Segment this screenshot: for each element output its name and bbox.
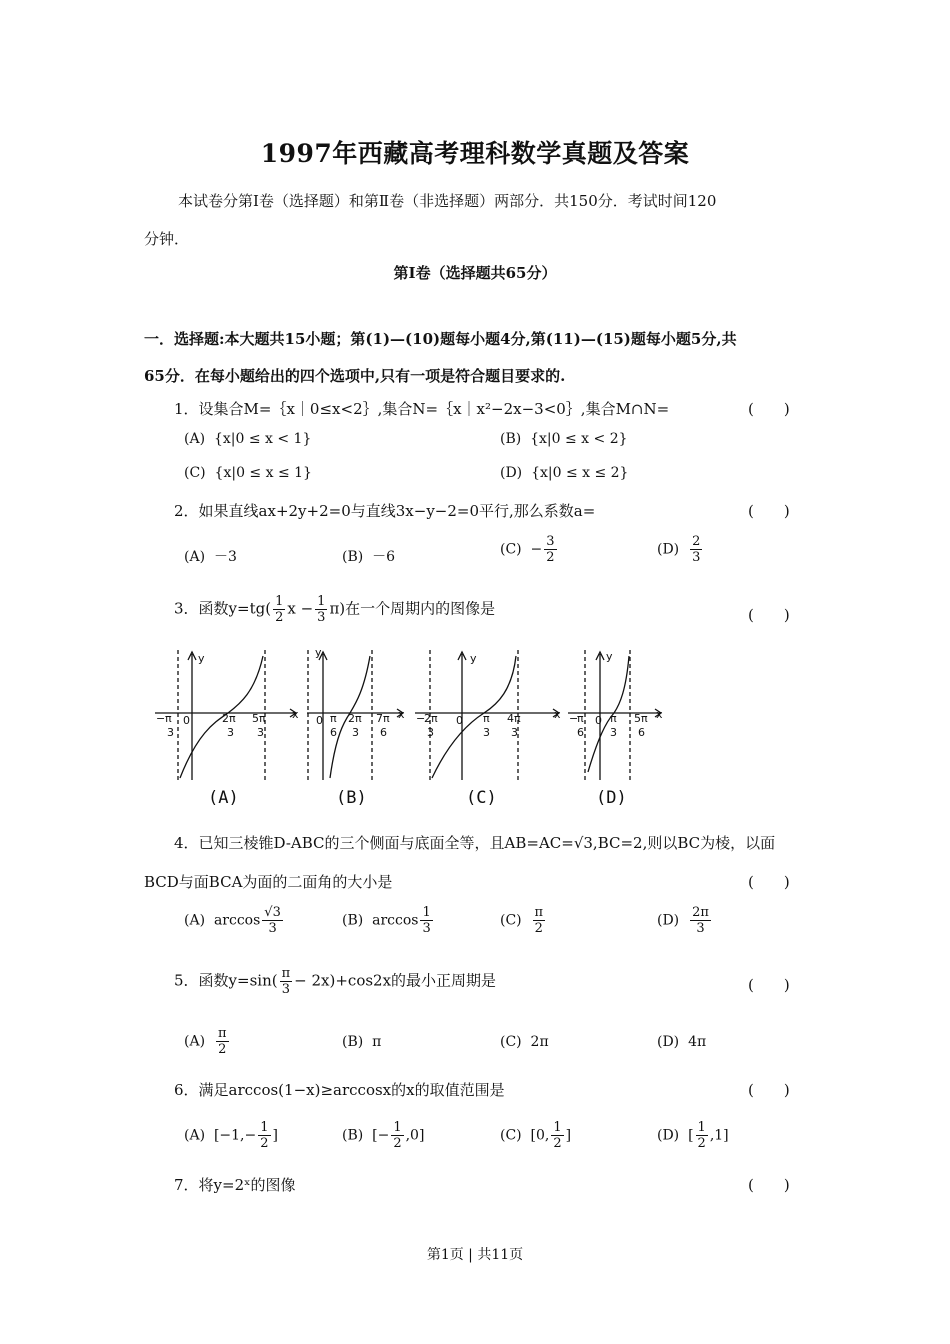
q4-option-b-fn: arccos: [372, 912, 419, 929]
instructions-line-2: 65分．在每小题给出的四个选项中,只有一项是符合题目要求的.: [144, 367, 566, 385]
question-4-answer-blank: ( ): [748, 873, 790, 891]
svg-text:−: −: [569, 712, 579, 725]
svg-text:π: π: [610, 712, 617, 725]
svg-text:2π: 2π: [424, 712, 438, 725]
q2-option-a: －3: [213, 549, 237, 565]
graph-c-caption: (C): [466, 788, 497, 808]
intro-line-2: 分钟．: [144, 230, 190, 248]
svg-text:π: π: [165, 712, 172, 725]
svg-text:x: x: [554, 708, 561, 721]
question-5-answer-blank: ( ): [748, 976, 790, 994]
svg-text:0: 0: [595, 714, 602, 727]
q6-option-a-fraction: $\frac{1}{2}$: [260, 1120, 269, 1151]
q4-option-a-fraction: $\frac{√3}{3}$: [264, 905, 281, 936]
q1-option-c: {x|0 ≤ x ≤ 1}: [214, 465, 312, 481]
svg-text:y: y: [470, 652, 477, 665]
svg-text:y: y: [198, 652, 205, 665]
svg-text:5π: 5π: [634, 712, 648, 725]
graph-b-caption: (B): [336, 788, 367, 808]
question-1-stem: 1．设集合M=｛x｜0≤x<2｝,集合N=｛x｜x²−2x−3<0｝,集合M∩N=: [174, 400, 670, 418]
section-title: 第Ⅰ卷（选择题共65分）: [393, 264, 557, 282]
page-title: 1997年西藏高考理科数学真题及答案: [260, 139, 690, 168]
svg-text:x: x: [292, 708, 299, 721]
question-5-stem: 5．函数y=sin( $\frac{\pi}{3}$ − 2x)+cos2x的最小正周期是: [174, 966, 497, 997]
svg-text:3: 3: [427, 726, 434, 739]
question-3-answer-blank: ( ): [748, 606, 790, 624]
svg-text:3: 3: [610, 726, 617, 739]
svg-text:x: x: [656, 708, 663, 721]
svg-text:−: −: [156, 712, 166, 725]
q2-option-a-label: (A): [184, 549, 206, 565]
q5-option-d-label: (D): [657, 1034, 680, 1050]
q1-option-d: {x|0 ≤ x ≤ 2}: [531, 465, 629, 481]
svg-text:y: y: [606, 650, 613, 663]
svg-text:6: 6: [330, 726, 337, 739]
svg-text:6: 6: [577, 726, 584, 739]
q6-option-d-fraction: $\frac{1}{2}$: [697, 1120, 706, 1151]
svg-text:2π: 2π: [348, 712, 362, 725]
svg-text:3: 3: [257, 726, 264, 739]
svg-text:x: x: [398, 708, 405, 721]
q2-option-b: －6: [372, 549, 396, 565]
page-footer: 第1页 | 共11页: [426, 1247, 524, 1263]
q2-option-c-fraction: $\frac{3}{2}$: [546, 534, 555, 565]
q1-option-b-label: (B): [500, 431, 522, 447]
svg-text:π: π: [577, 712, 584, 725]
question-7-answer-blank: ( ): [748, 1176, 790, 1194]
q4-option-d-fraction: $\frac{2\pi}{3}$: [692, 905, 709, 936]
question-6-stem: 6．满足arccos(1−x)≥arccosx的x的取值范围是: [174, 1081, 505, 1099]
q1-option-c-label: (C): [184, 465, 206, 481]
q3-graphs: [140, 640, 680, 790]
q4-option-b-label: (B): [342, 912, 364, 929]
q5-option-c-label: (C): [500, 1034, 522, 1050]
svg-text:4π: 4π: [507, 712, 521, 725]
svg-text:y: y: [315, 646, 322, 659]
svg-text:3: 3: [511, 726, 518, 739]
graph-a-caption: (A): [208, 788, 239, 808]
question-2-stem: 2．如果直线ax+2y+2=0与直线3x−y−2=0平行,那么系数a=: [174, 502, 596, 520]
q5-option-b-label: (B): [342, 1034, 364, 1050]
q2-option-d-label: (D): [657, 541, 680, 558]
svg-text:3: 3: [352, 726, 359, 739]
svg-text:π: π: [330, 712, 337, 725]
q5-option-c: 2π: [530, 1034, 549, 1050]
svg-text:0: 0: [456, 714, 463, 727]
question-2-answer-blank: ( ): [748, 502, 790, 520]
q6-option-a-label: (A): [184, 1127, 206, 1144]
q5-option-a-label: (A): [184, 1033, 206, 1050]
q5-option-a-fraction: $\frac{\pi}{2}$: [217, 1026, 227, 1057]
q4-option-d-label: (D): [657, 912, 680, 929]
svg-text:3: 3: [167, 726, 174, 739]
q1-option-b: {x|0 ≤ x < 2}: [530, 431, 628, 447]
q4-option-c-label: (C): [500, 912, 522, 929]
q6-option-d-label: (D): [657, 1127, 680, 1144]
q6-option-b-fraction: $\frac{1}{2}$: [393, 1120, 402, 1151]
question-4-stem-line-2: BCD与面BCA为面的二面角的大小是: [144, 873, 393, 891]
q1-option-d-label: (D): [500, 465, 523, 481]
svg-text:0: 0: [316, 714, 323, 727]
svg-text:5π: 5π: [252, 712, 266, 725]
q4-option-b-fraction: $\frac{1}{3}$: [422, 905, 431, 936]
svg-text:7π: 7π: [376, 712, 390, 725]
q2-option-d-fraction: $\frac{2}{3}$: [692, 534, 701, 565]
question-1-answer-blank: ( ): [748, 400, 790, 418]
question-7-stem: 7．将y=2ˣ的图像: [174, 1176, 296, 1194]
intro-line-1: 本试卷分第Ⅰ卷（选择题）和第Ⅱ卷（非选择题）两部分．共150分．考试时间120: [178, 192, 717, 210]
q4-option-a-label: (A): [184, 912, 206, 929]
question-3-stem: 3．函数y=tg( $\frac{1}{2}$ x − $\frac{1}{3}$ π)在一个周期内的图像是: [174, 594, 496, 625]
svg-text:3: 3: [483, 726, 490, 739]
svg-text:6: 6: [638, 726, 645, 739]
instructions-line-1: 一．选择题:本大题共15小题；第(1)—(10)题每小题4分,第(11)—(15)题每小题5分,共: [144, 330, 737, 348]
svg-text:3: 3: [227, 726, 234, 739]
q5-option-b: π: [372, 1034, 382, 1050]
svg-text:0: 0: [183, 714, 190, 727]
svg-text:2π: 2π: [222, 712, 236, 725]
q6-option-c-fraction: $\frac{1}{2}$: [553, 1120, 562, 1151]
question-6-answer-blank: ( ): [748, 1081, 790, 1099]
q6-option-c-label: (C): [500, 1127, 522, 1144]
q1-option-a-label: (A): [184, 431, 206, 447]
q2-option-c-sign: −: [530, 541, 543, 558]
graph-d-caption: (D): [596, 788, 627, 808]
q2-option-c-label: (C): [500, 541, 522, 558]
q4-option-c-fraction: $\frac{\pi}{2}$: [534, 905, 544, 936]
question-4-stem-line-1: 4．已知三棱锥D-ABC的三个侧面与底面全等，且AB=AC=√3,BC=2,则以BC为棱，以面: [174, 834, 776, 852]
q6-option-b-label: (B): [342, 1127, 364, 1144]
svg-text:−: −: [416, 712, 426, 725]
q1-option-a: {x|0 ≤ x < 1}: [213, 431, 312, 447]
q2-option-b-label: (B): [342, 549, 364, 565]
svg-text:π: π: [483, 712, 490, 725]
svg-text:6: 6: [380, 726, 387, 739]
q5-option-d: 4π: [688, 1034, 707, 1050]
q4-option-a-fn: arccos: [213, 912, 261, 929]
